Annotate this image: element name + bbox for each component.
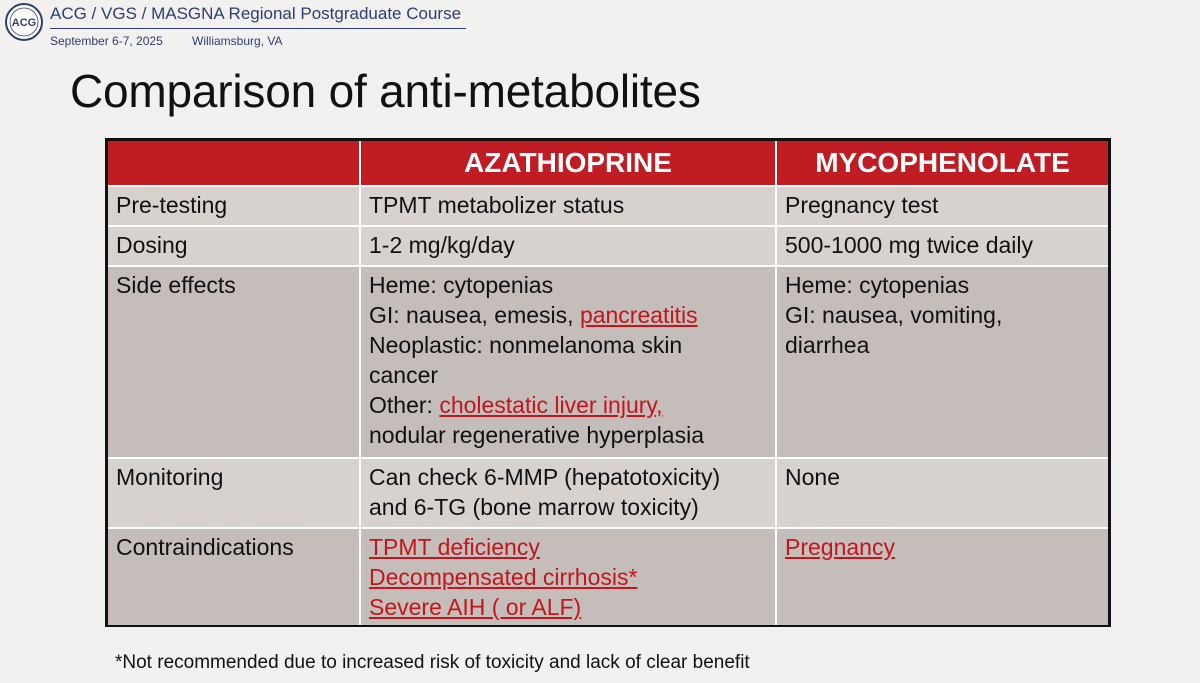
row-label-contraindications: Contraindications — [108, 528, 360, 625]
header-blank-cell — [108, 141, 360, 186]
logo-text: ACG — [11, 17, 37, 29]
tpmt-deficiency-link[interactable]: TPMT deficiency — [369, 534, 540, 560]
cell-myco-pretesting: Pregnancy test — [776, 186, 1108, 226]
cell-myco-contraindications — [776, 528, 1108, 625]
cell-aza-dosing: 1-2 mg/kg/day — [360, 226, 776, 266]
table-row — [108, 266, 1108, 458]
footnote: *Not recommended due to increased risk of toxicity and lack of clear benefit — [115, 652, 750, 673]
aza-gi-line — [369, 300, 767, 330]
aza-gi-text: GI: nausea, emesis, — [369, 302, 580, 328]
table-header-row — [108, 141, 1108, 186]
course-title: ACG / VGS / MASGNA Regional Postgraduate Course — [50, 4, 462, 23]
header-azathioprine: AZATHIOPRINE — [360, 141, 776, 186]
myco-gi-text-cont: diarrhea — [785, 332, 870, 358]
table-row — [108, 458, 1108, 528]
table-row — [108, 528, 1108, 625]
decompensated-cirrhosis-link[interactable]: Decompensated cirrhosis* — [369, 564, 638, 590]
cell-myco-monitoring: None — [776, 458, 1108, 528]
table-row — [108, 226, 1108, 266]
comparison-table — [105, 138, 1111, 627]
aza-heme-text: Heme: cytopenias — [369, 272, 554, 298]
pancreatitis-link[interactable]: pancreatitis — [579, 302, 698, 328]
cell-aza-pretesting: TPMT metabolizer status — [360, 186, 776, 226]
myco-gi-text: GI: nausea, vomiting, — [785, 302, 1003, 328]
table-row — [108, 186, 1108, 226]
myco-heme-text: Heme: cytopenias — [785, 272, 970, 298]
cholestatic-liver-injury-link[interactable]: cholestatic liver injury, — [439, 392, 663, 418]
aza-other-line — [369, 390, 767, 420]
aza-neoplastic-text-cont: cancer — [369, 362, 439, 388]
cell-aza-monitoring — [360, 458, 776, 528]
header-mycophenolate: MYCOPHENOLATE — [776, 141, 1108, 186]
cell-myco-side-effects — [776, 266, 1108, 458]
row-label-pretesting: Pre-testing — [108, 186, 360, 226]
aza-other-text-cont: nodular regenerative hyperplasia — [369, 422, 704, 448]
header-divider — [50, 28, 466, 29]
cell-aza-side-effects — [360, 266, 776, 458]
cell-myco-dosing: 500-1000 mg twice daily — [776, 226, 1108, 266]
aza-monitoring-text-cont: and 6-TG (bone marrow toxicity) — [369, 494, 699, 520]
severe-aih-link[interactable]: Severe AIH ( or ALF) — [369, 594, 582, 620]
slide-title: Comparison of anti-metabolites — [70, 65, 701, 117]
aza-other-text: Other: — [369, 392, 440, 418]
aza-monitoring-text: Can check 6-MMP (hepatotoxicity) — [369, 464, 721, 490]
course-date: September 6-7, 2025 — [50, 34, 163, 48]
cell-aza-contraindications — [360, 528, 776, 625]
row-label-monitoring: Monitoring — [108, 458, 360, 528]
row-label-dosing: Dosing — [108, 226, 360, 266]
acg-logo — [4, 2, 44, 42]
aza-neoplastic-text: Neoplastic: nonmelanoma skin — [369, 332, 683, 358]
course-location: Williamsburg, VA — [192, 34, 283, 48]
pregnancy-link[interactable]: Pregnancy — [785, 534, 895, 560]
row-label-side-effects: Side effects — [108, 266, 360, 458]
